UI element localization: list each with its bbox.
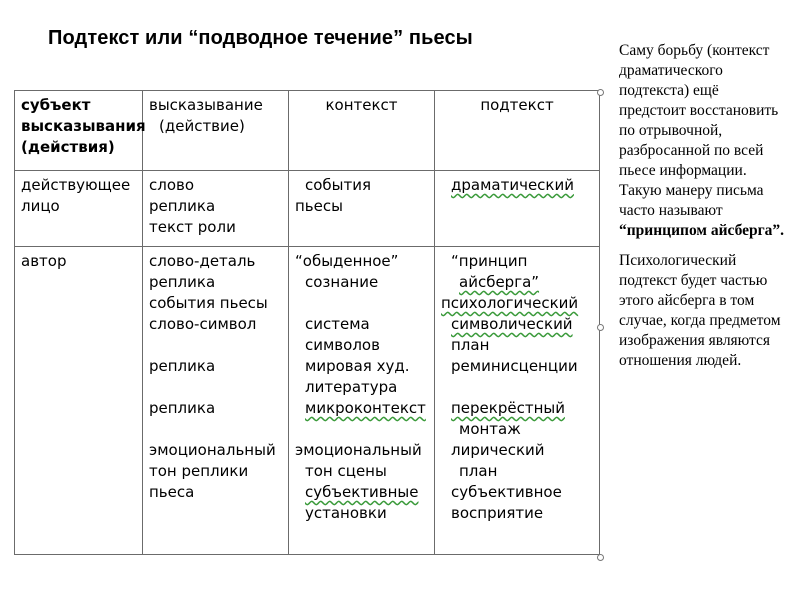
cell-subtext: драматический: [435, 171, 600, 247]
handle-dot: [597, 554, 604, 561]
page-title: Подтекст или “подводное течение” пьесы: [48, 27, 473, 49]
cell-subject: действующее лицо: [15, 171, 143, 247]
side-paragraph-1: Саму борьбу (контекст драматического подтекста) ещё предстоит восстановить по отрывочной, разбросанной по всей пьесе информации. Такую манеру письма часто называют “принципом айсберга”.: [619, 42, 785, 239]
handle-dot: [597, 89, 604, 96]
table-header-row: [15, 91, 600, 171]
header-statement: высказывание (действие): [143, 91, 289, 171]
cell-context: события пьесы: [289, 171, 435, 247]
table-row: [15, 171, 600, 247]
cell-subtext: “принцип айсберга” психологический символический план реминисценции перекрёстный монтаж лирический план субъективное восприятие: [435, 247, 600, 555]
header-context: контекст: [289, 91, 435, 171]
cell-subject: автор: [15, 247, 143, 555]
side-text: [619, 41, 789, 381]
cell-context: “обыденное” сознание система символов мировая худ. литература микроконтекст эмоциональный тон сцены субъективные установки: [289, 247, 435, 555]
table-row: [15, 247, 600, 555]
subtext-table: [14, 90, 599, 555]
side-emphasis: “принципом айсберга”.: [619, 222, 785, 239]
header-subject: субъект высказывания (действия): [15, 91, 143, 171]
side-paragraph-2: Психологический подтекст будет частью этого айсберга в том случае, когда предметом изображения являются отношения людей.: [619, 252, 781, 369]
cell-statement: слово-деталь реплика события пьесы слово-символ реплика реплика эмоциональный тон реплики пьеса: [143, 247, 289, 555]
cell-statement: слово реплика текст роли: [143, 171, 289, 247]
header-subtext: подтекст: [435, 91, 600, 171]
handle-dot: [597, 324, 604, 331]
